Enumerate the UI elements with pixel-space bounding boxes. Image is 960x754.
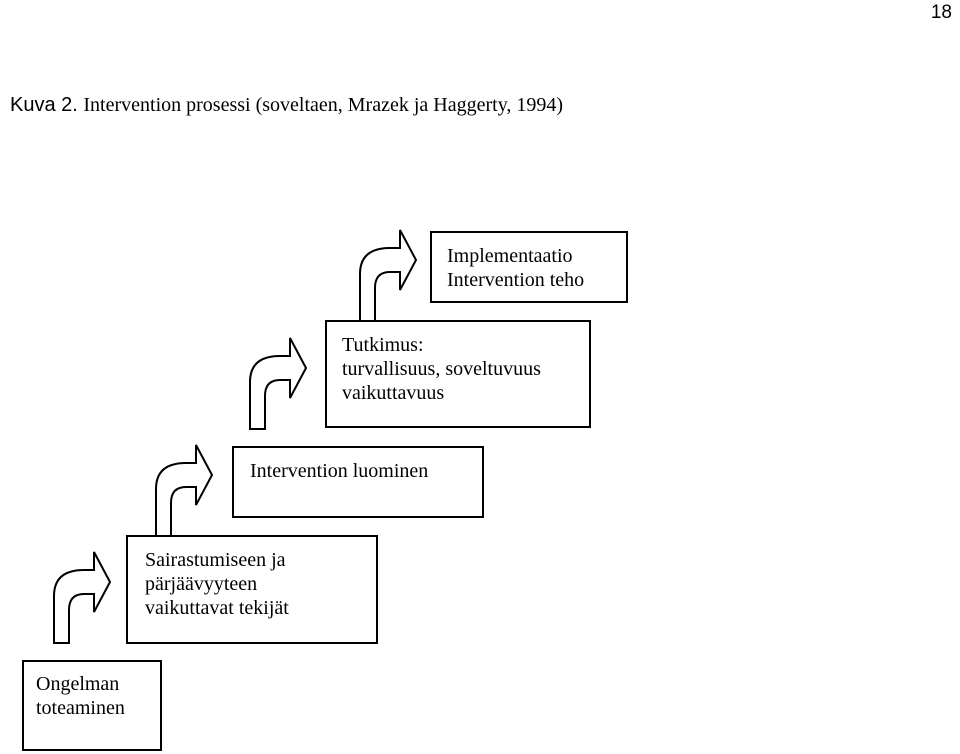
curved-up-right-arrow-icon xyxy=(356,228,418,322)
figure-caption xyxy=(10,94,563,117)
step-box-research xyxy=(325,320,591,428)
curved-up-right-arrow-icon xyxy=(152,443,214,537)
step-text-line: vaikuttavuus xyxy=(342,382,445,404)
step-text-line: turvallisuus, soveltuvuus xyxy=(342,358,541,380)
step-text-line: Intervention teho xyxy=(447,269,585,291)
step-text-line: Sairastumiseen ja xyxy=(145,549,286,571)
step-box-problem-identification xyxy=(22,660,162,751)
step-text-line: vaikuttavat tekijät xyxy=(145,597,289,619)
step-text-line: toteaminen xyxy=(36,697,125,719)
step-text-line: pärjäävyyteen xyxy=(145,573,258,595)
figure-caption-label: Kuva 2. xyxy=(10,94,78,116)
step-text-line: Intervention luominen xyxy=(250,460,429,482)
step-box-risk-factors xyxy=(126,535,378,644)
step-text-line: Implementaatio xyxy=(447,245,573,267)
step-box-intervention-creation xyxy=(232,446,484,518)
step-text-line: Tutkimus: xyxy=(342,334,424,356)
figure-caption-text: Intervention prosessi (soveltaen, Mrazek ja Haggerty, 1994) xyxy=(83,94,564,116)
curved-up-right-arrow-icon xyxy=(50,550,112,644)
page-number: 18 xyxy=(930,2,952,23)
curved-up-right-arrow-icon xyxy=(246,336,308,430)
step-text-line: Ongelman xyxy=(36,673,120,695)
step-box-implementation xyxy=(430,231,628,303)
